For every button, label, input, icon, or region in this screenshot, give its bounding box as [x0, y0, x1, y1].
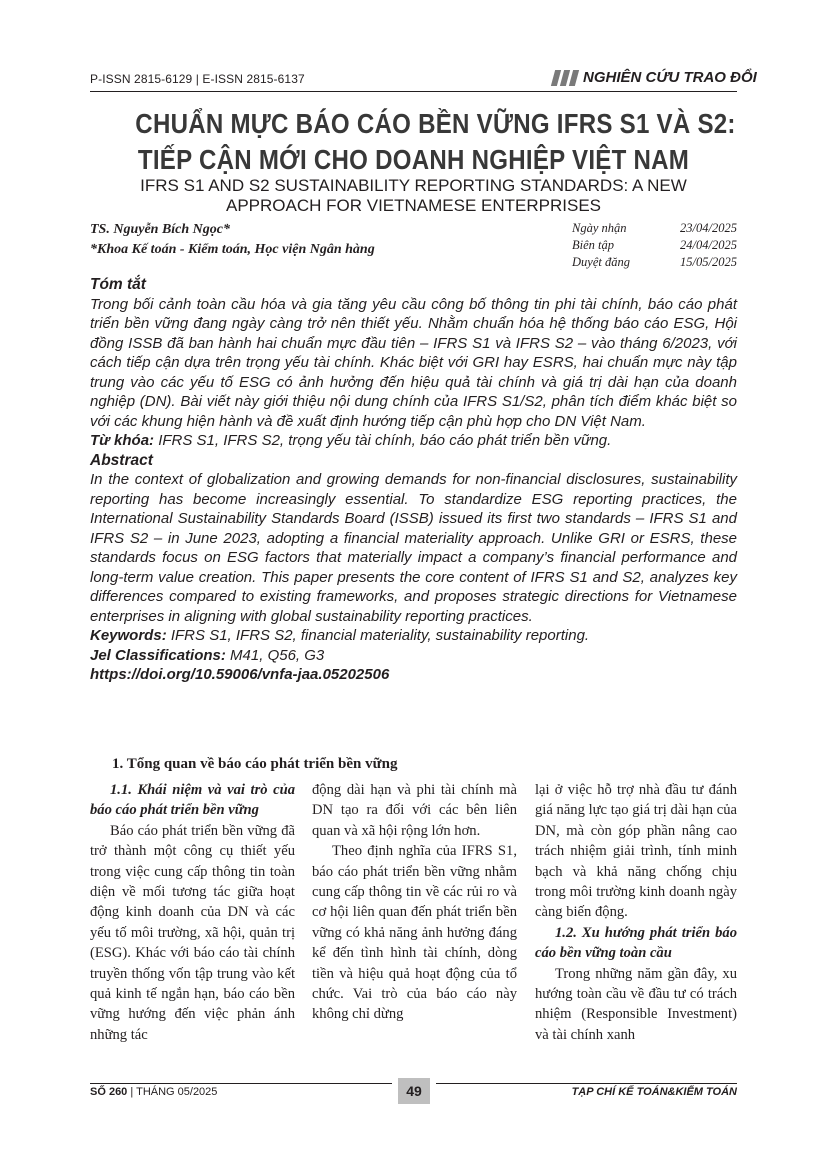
- jel-text: M41, Q56, G3: [225, 646, 325, 664]
- date-row: [572, 220, 737, 237]
- section-label: [553, 69, 757, 86]
- author-affiliation: *Khoa Kế toán - Kiểm toán, Học viện Ngân hàng: [90, 242, 375, 257]
- keywords-vi-text: IFRS S1, IFRS S2, trọng yếu tài chính, báo cáo phát triển bền vững.: [154, 432, 612, 449]
- body-paragraph: động dài hạn và phi tài chính mà DN tạo ra đối với các bên liên quan và xã hội rộng lớn hơn.: [312, 782, 517, 839]
- title-vi-line-2: TIẾP CẬN MỚI CHO DOANH NGHIỆP VIỆT NAM: [137, 144, 690, 175]
- date-label: Ngày nhận: [572, 221, 627, 235]
- issue-number: SỐ 260: [90, 1086, 128, 1098]
- jel-classifications: [90, 646, 737, 666]
- journal-name: TẠP CHÍ KẾ TOÁN&KIỂM TOÁN: [571, 1086, 737, 1098]
- title-english: [90, 176, 737, 216]
- title-vi-line-1: CHUẨN MỰC BÁO CÁO BỀN VỮNG IFRS S1 VÀ S2:: [135, 108, 736, 139]
- title-vietnamese: [135, 106, 736, 178]
- abstract-vi-text: Trong bối cảnh toàn cầu hóa và gia tăng yêu cầu công bố thông tin phi tài chính, báo cáo phát triển bền vững đang ngày càng trở nên thiết yếu. Nhằm chuẩn hóa hệ thống báo cáo ESG, Hội đồng ISSB đã ban hành hai chuẩn mực đầu tiên – IFRS S1 và IFRS S2 – vào tháng 6/2023, với cách tiếp cận dựa trên trọng yếu tài chính. Khác biệt với GRI hay ESRS, hai chuẩn mực này tập trung vào các yếu tố ESG có ảnh hưởng đến hiệu quả tài chính và giá trị dài hạn của doanh nghiệp (DN). Bài viết này giới thiệu nội dung chính của IFRS S1/S2, phân tích điểm khác biệt so với các khung hiện hành và đề xuất định hướng tiếp cận phù hợp cho DN Việt Nam.: [90, 295, 737, 430]
- footer-issue: [90, 1086, 217, 1098]
- author-name: TS. Nguyễn Bích Ngọc*: [90, 222, 230, 237]
- section-label-text: NGHIÊN CỨU TRAO ĐỔI: [583, 69, 757, 86]
- date-value: 23/04/2025: [680, 221, 737, 235]
- body-paragraph: Theo định nghĩa của IFRS S1, báo cáo phát triển bền vững nhằm cung cấp thông tin về các rủi ro và cơ hội liên quan đến phát triển bền vững có khả năng ảnh hưởng đáng kể đến tình hình tài chính, dòng tiền và hiệu quả hoạt động của tổ chức. Vai trò của báo cáo này không chỉ dừng: [312, 843, 517, 1023]
- issn-line: P-ISSN 2815-6129 | E-ISSN 2815-6137: [90, 72, 305, 86]
- title-en-line-2: APPROACH FOR VIETNAMESE ENTERPRISES: [225, 196, 601, 215]
- body-column-1: [90, 780, 295, 1045]
- doi-link[interactable]: https://doi.org/10.59006/vnfa-jaa.05202506: [90, 666, 390, 683]
- footer-rule-right: [436, 1083, 737, 1084]
- date-row: [572, 254, 737, 271]
- keywords-en-text: IFRS S1, IFRS S2, financial materiality, sustainability reporting.: [166, 627, 590, 644]
- date-label: Duyệt đăng: [572, 255, 630, 269]
- header-rule: [90, 91, 737, 92]
- section-bars-icon: [553, 70, 577, 86]
- subsection-1-1-heading: 1.1. Khái niệm và vai trò của báo cáo phát triển bền vững: [90, 782, 295, 819]
- keywords-en: [90, 626, 737, 646]
- date-row: [572, 237, 737, 254]
- subsection-1-2-heading: 1.2. Xu hướng phát triển báo cáo bền vững toàn cầu: [535, 924, 737, 962]
- abstract-en-text: In the context of globalization and growing demands for non-financial disclosures, sustainability reporting has become increasingly essential. To standardize ESG reporting practices, the International Sustainability Standards Board (ISSB) issued its first two standards – IFRS S1 and IFRS S2 – in June 2023, adopting a financial materiality approach. Unlike GRI or ESRS, these standards focus on ESG factors that materially impact a company’s financial performance and long-term value creation. This paper presents the core content of IFRS S1 and S2, analyzes key differences compared to existing frameworks, and proposes strategic directions for Vietnamese enterprises in aligning with global sustainability reporting practices.: [90, 471, 737, 625]
- body-paragraph: Báo cáo phát triển bền vững đã trở thành một công cụ thiết yếu trong việc cung cấp thông tin toàn diện về mối tương tác giữa hoạt động kinh doanh của DN và các yếu tố môi trường, xã hội, quản trị (ESG). Khác với báo cáo tài chính truyền thống vốn tập trung vào kết quả kinh tế ngắn hạn, báo cáo bền vững hướng đến việc phản ánh những tác: [90, 822, 295, 1043]
- abstract-vi-heading: Tóm tắt: [90, 276, 146, 293]
- date-value: 15/05/2025: [680, 255, 737, 269]
- abstract-section: [90, 275, 737, 685]
- body-column-2: [312, 780, 517, 1025]
- date-label: Biên tập: [572, 238, 615, 252]
- body-paragraph: Trong những năm gần đây, xu hướng toàn cầu về đầu tư có trách nhiệm (Responsible Investment) và tài chính xanh: [535, 965, 737, 1043]
- title-en-line-1: IFRS S1 AND S2 SUSTAINABILITY REPORTING STANDARDS: A NEW: [140, 176, 687, 195]
- date-value: 24/04/2025: [680, 238, 737, 252]
- keywords-en-label: Keywords:: [90, 627, 167, 644]
- author-block: [90, 220, 375, 260]
- footer-rule-left: [90, 1083, 392, 1084]
- jel-label: Jel Classifications:: [90, 646, 226, 664]
- body-paragraph: lại ở việc hỗ trợ nhà đầu tư đánh giá năng lực tạo giá trị dài hạn của DN, mà còn góp phần nâng cao trách nhiệm giải trình, tính minh bạch và khả năng chống chịu trong môi trường kinh doanh ngày càng biến động.: [535, 782, 737, 921]
- abstract-en-heading: Abstract: [90, 451, 153, 469]
- section-1-heading: 1. Tổng quan về báo cáo phát triển bền vững: [112, 756, 398, 772]
- page-number: 49: [398, 1078, 430, 1104]
- keywords-vi-label: Từ khóa:: [90, 432, 155, 449]
- dates-block: [572, 220, 737, 271]
- body-column-3: [535, 780, 737, 1045]
- issue-month: THÁNG 05/2025: [136, 1086, 218, 1098]
- keywords-vi: [90, 431, 737, 451]
- issue-separator: |: [127, 1086, 137, 1098]
